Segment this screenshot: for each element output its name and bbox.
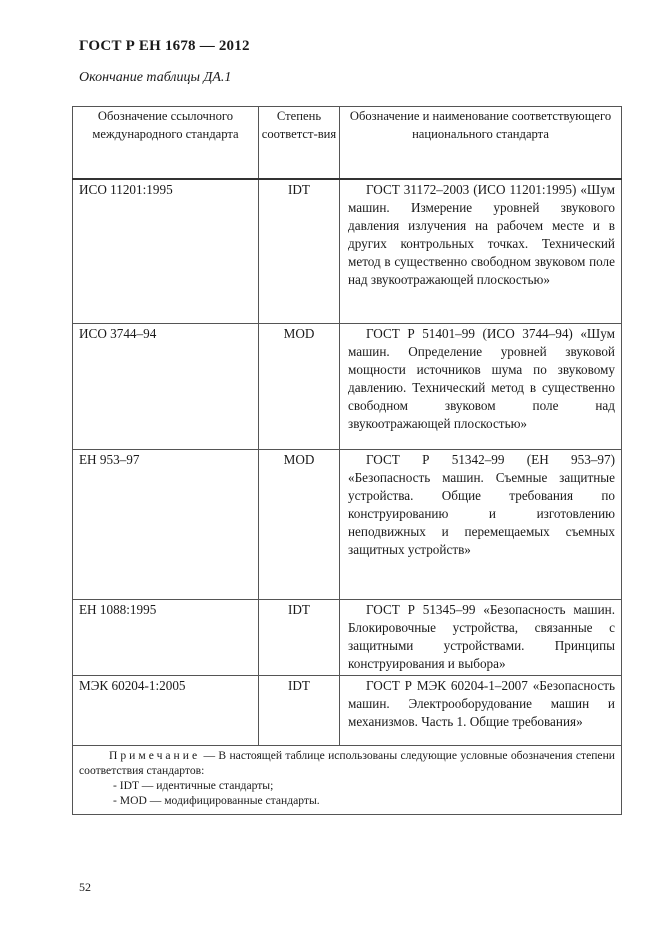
- page-number: 52: [79, 880, 91, 894]
- table-header-row: [73, 107, 622, 180]
- cell-degree: IDT: [259, 599, 340, 675]
- document-title: ГОСТ Р ЕН 1678 — 2012: [79, 38, 250, 54]
- table-caption: Окончание таблицы ДА.1: [79, 70, 232, 85]
- table-note: [73, 745, 622, 814]
- cell-international-standard: ИСО 3744–94: [73, 323, 259, 449]
- table-row: [73, 675, 622, 745]
- cell-international-standard: ЕН 953–97: [73, 449, 259, 599]
- cell-international-standard: ИСО 11201:1995: [73, 179, 259, 323]
- note-text: — В настоящей таблице использованы следующие условные обозначения степени соответствия стандартов:: [79, 748, 615, 777]
- cell-national-standard: ГОСТ Р 51342–99 (ЕН 953–97) «Безопасность машин. Съемные защитные устройства. Общие требования по конструированию и изготовлению неподвижных и перемещаемых съемных защитных устройств»: [340, 449, 622, 599]
- table-row: [73, 179, 622, 323]
- cell-degree: IDT: [259, 179, 340, 323]
- column-header-national: Обозначение и наименование соответствующего национального стандарта: [340, 107, 622, 180]
- column-header-international: Обозначение ссылочного международного стандарта: [73, 107, 259, 180]
- note-label: Примечание: [109, 748, 201, 762]
- cell-international-standard: МЭК 60204-1:2005: [73, 675, 259, 745]
- cell-national-standard: ГОСТ Р 51345–99 «Безопасность машин. Блокировочные устройства, связанные с защитными устройствами. Принципы конструирования и выбора»: [340, 599, 622, 675]
- cell-national-standard: ГОСТ Р 51401–99 (ИСО 3744–94) «Шум машин. Определение уровней звуковой мощности источников шума по звуковому давлению. Технический метод в существенно свободном звуковом поле над звукоотражающей плоскостью»: [340, 323, 622, 449]
- note-item-idt: - IDT — идентичные стандарты;: [113, 778, 274, 792]
- table-row: [73, 599, 622, 675]
- table-row: [73, 449, 622, 599]
- cell-international-standard: ЕН 1088:1995: [73, 599, 259, 675]
- reference-standards-table: [72, 106, 622, 815]
- note-item-mod: - MOD — модифицированные стандарты.: [113, 793, 320, 807]
- table-note-row: [73, 745, 622, 814]
- cell-degree: MOD: [259, 449, 340, 599]
- cell-national-standard: ГОСТ 31172–2003 (ИСО 11201:1995) «Шум машин. Измерение уровней звукового давления излучения на рабочем месте и в других контрольных точках. Технический метод в существенно свободном звуковом поле над звукоотражающей плоскостью»: [340, 179, 622, 323]
- cell-national-standard: ГОСТ Р МЭК 60204-1–2007 «Безопасность машин. Электрооборудование машин и механизмов. Часть 1. Общие требования»: [340, 675, 622, 745]
- column-header-degree: Степень соответст-вия: [259, 107, 340, 180]
- cell-degree: MOD: [259, 323, 340, 449]
- cell-degree: IDT: [259, 675, 340, 745]
- table-row: [73, 323, 622, 449]
